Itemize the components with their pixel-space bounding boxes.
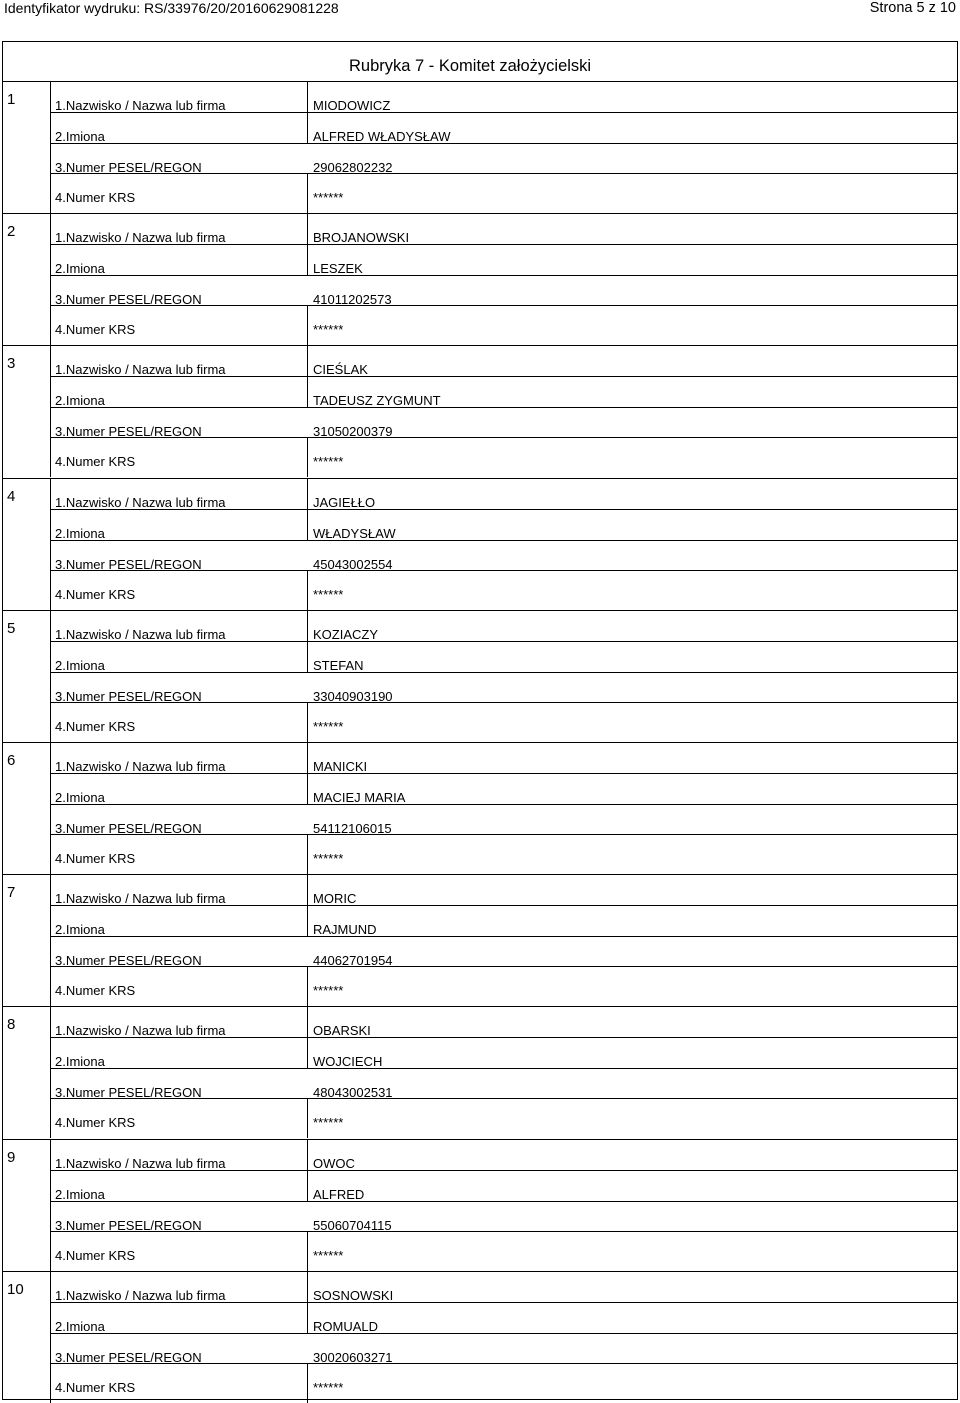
field-label-krs: 4.Numer KRS xyxy=(55,1115,136,1130)
row-separator xyxy=(50,936,958,937)
label-value-divider xyxy=(307,611,308,672)
section-title: Rubryka 7 - Komitet założycielski xyxy=(349,57,592,75)
row-separator xyxy=(50,804,958,805)
field-value-krs: ****** xyxy=(313,1380,344,1395)
field-label-surname: 1.Nazwisko / Nazwa lub firma xyxy=(55,1023,226,1038)
field-label-pesel: 3.Numer PESEL/REGON xyxy=(55,1350,202,1365)
field-label-names: 2.Imiona xyxy=(55,129,105,144)
founder-number: 1 xyxy=(7,91,16,108)
label-value-divider xyxy=(307,1098,308,1138)
field-value-names: MACIEJ MARIA xyxy=(313,790,406,805)
label-value-divider xyxy=(307,966,308,1006)
label-value-divider xyxy=(307,479,308,540)
column-divider xyxy=(50,479,51,610)
field-value-names: TADEUSZ ZYGMUNT xyxy=(313,393,441,408)
field-label-names: 2.Imiona xyxy=(55,790,105,805)
field-label-names: 2.Imiona xyxy=(55,526,105,541)
field-value-surname: CIEŚLAK xyxy=(313,362,368,377)
field-value-pesel: 29062802232 xyxy=(313,160,393,175)
field-value-names: WŁADYSŁAW xyxy=(313,526,396,541)
column-divider xyxy=(50,875,51,1006)
field-value-pesel: 45043002554 xyxy=(313,557,393,572)
label-value-divider xyxy=(307,834,308,874)
column-divider xyxy=(50,214,51,345)
field-label-names: 2.Imiona xyxy=(55,393,105,408)
column-divider xyxy=(50,82,51,213)
row-separator xyxy=(50,1068,958,1069)
field-value-pesel: 44062701954 xyxy=(313,953,393,968)
label-value-divider xyxy=(307,702,308,742)
field-value-krs: ****** xyxy=(313,851,344,866)
row-separator xyxy=(50,540,958,541)
row-separator xyxy=(50,143,958,144)
field-value-surname: BROJANOWSKI xyxy=(313,230,410,245)
field-label-krs: 4.Numer KRS xyxy=(55,719,136,734)
field-label-surname: 1.Nazwisko / Nazwa lub firma xyxy=(55,1156,226,1171)
field-label-surname: 1.Nazwisko / Nazwa lub firma xyxy=(55,759,226,774)
row-separator xyxy=(50,1333,958,1334)
founder-entry xyxy=(2,1139,958,1271)
row-separator xyxy=(50,672,958,673)
label-value-divider xyxy=(307,875,308,936)
field-label-surname: 1.Nazwisko / Nazwa lub firma xyxy=(55,362,226,377)
founder-entry xyxy=(2,742,958,874)
label-value-divider xyxy=(307,743,308,804)
field-value-surname: OBARSKI xyxy=(313,1023,371,1038)
field-value-surname: OWOC xyxy=(313,1156,355,1171)
founder-number: 10 xyxy=(7,1281,24,1298)
field-label-krs: 4.Numer KRS xyxy=(55,983,136,998)
field-value-krs: ****** xyxy=(313,322,344,337)
field-value-surname: MIODOWICZ xyxy=(313,98,391,113)
founder-number: 9 xyxy=(7,1149,16,1166)
row-separator xyxy=(50,275,958,276)
field-label-names: 2.Imiona xyxy=(55,1319,105,1334)
label-value-divider xyxy=(307,214,308,275)
field-label-surname: 1.Nazwisko / Nazwa lub firma xyxy=(55,1288,226,1303)
label-value-divider xyxy=(307,346,308,407)
founder-entry xyxy=(2,213,958,345)
field-label-krs: 4.Numer KRS xyxy=(55,190,136,205)
founder-entry xyxy=(2,478,958,610)
field-label-pesel: 3.Numer PESEL/REGON xyxy=(55,689,202,704)
founder-number: 5 xyxy=(7,620,16,637)
field-value-pesel: 54112106015 xyxy=(313,821,392,836)
field-value-pesel: 30020603271 xyxy=(313,1350,393,1365)
field-label-names: 2.Imiona xyxy=(55,658,105,673)
field-value-krs: ****** xyxy=(313,983,344,998)
field-label-pesel: 3.Numer PESEL/REGON xyxy=(55,953,202,968)
field-label-krs: 4.Numer KRS xyxy=(55,587,136,602)
field-value-pesel: 33040903190 xyxy=(313,689,393,704)
column-divider xyxy=(50,611,51,742)
field-label-pesel: 3.Numer PESEL/REGON xyxy=(55,292,202,307)
field-label-pesel: 3.Numer PESEL/REGON xyxy=(55,160,202,175)
field-value-surname: SOSNOWSKI xyxy=(313,1288,394,1303)
column-divider xyxy=(50,1140,51,1271)
field-label-surname: 1.Nazwisko / Nazwa lub firma xyxy=(55,495,226,510)
label-value-divider xyxy=(307,1231,308,1271)
founder-number: 6 xyxy=(7,752,16,769)
label-value-divider xyxy=(307,173,308,213)
print-identifier: Identyfikator wydruku: RS/33976/20/20160629081228 xyxy=(4,0,339,16)
field-value-krs: ****** xyxy=(313,719,344,734)
label-value-divider xyxy=(307,1007,308,1068)
field-label-names: 2.Imiona xyxy=(55,1187,105,1202)
field-label-krs: 4.Numer KRS xyxy=(55,1248,136,1263)
field-value-names: LESZEK xyxy=(313,261,363,276)
field-label-names: 2.Imiona xyxy=(55,1054,105,1069)
field-label-krs: 4.Numer KRS xyxy=(55,851,136,866)
field-label-krs: 4.Numer KRS xyxy=(55,454,136,469)
field-label-surname: 1.Nazwisko / Nazwa lub firma xyxy=(55,230,226,245)
field-label-pesel: 3.Numer PESEL/REGON xyxy=(55,557,202,572)
founder-entry xyxy=(2,874,958,1006)
field-value-names: WOJCIECH xyxy=(313,1054,383,1069)
label-value-divider xyxy=(307,1272,308,1333)
field-value-surname: MORIC xyxy=(313,891,357,906)
field-value-surname: MANICKI xyxy=(313,759,368,774)
field-label-pesel: 3.Numer PESEL/REGON xyxy=(55,1085,202,1100)
field-label-pesel: 3.Numer PESEL/REGON xyxy=(55,1218,202,1233)
row-separator xyxy=(50,407,958,408)
field-value-names: RAJMUND xyxy=(313,922,377,937)
field-label-pesel: 3.Numer PESEL/REGON xyxy=(55,424,202,439)
field-value-krs: ****** xyxy=(313,1115,344,1130)
label-value-divider xyxy=(307,82,308,143)
field-value-pesel: 48043002531 xyxy=(313,1085,393,1100)
field-label-names: 2.Imiona xyxy=(55,261,105,276)
field-value-names: STEFAN xyxy=(313,658,364,673)
label-value-divider xyxy=(307,1363,308,1403)
founder-entry xyxy=(2,1271,958,1403)
field-label-krs: 4.Numer KRS xyxy=(55,1380,136,1395)
field-label-surname: 1.Nazwisko / Nazwa lub firma xyxy=(55,98,226,113)
field-value-krs: ****** xyxy=(313,587,344,602)
field-label-names: 2.Imiona xyxy=(55,922,105,937)
founder-entry xyxy=(2,1006,958,1138)
founder-entry xyxy=(2,81,958,213)
label-value-divider xyxy=(307,570,308,610)
field-value-pesel: 31050200379 xyxy=(313,424,393,439)
field-value-names: ALFRED WŁADYSŁAW xyxy=(313,129,451,144)
print-header xyxy=(0,0,960,20)
page-number: Strona 5 z 10 xyxy=(869,0,956,16)
founder-number: 8 xyxy=(7,1016,16,1033)
field-value-krs: ****** xyxy=(313,190,344,205)
field-value-surname: JAGIEŁŁO xyxy=(313,495,376,510)
field-label-surname: 1.Nazwisko / Nazwa lub firma xyxy=(55,891,226,906)
founder-number: 3 xyxy=(7,355,16,372)
founder-number: 7 xyxy=(7,884,16,901)
field-value-krs: ****** xyxy=(313,454,344,469)
field-value-pesel: 41011202573 xyxy=(313,292,392,307)
label-value-divider xyxy=(307,437,308,477)
label-value-divider xyxy=(307,305,308,345)
field-value-surname: KOZIACZY xyxy=(313,627,379,642)
column-divider xyxy=(50,346,51,477)
founder-entry xyxy=(2,610,958,742)
founder-entry xyxy=(2,345,958,477)
label-value-divider xyxy=(307,1140,308,1201)
column-divider xyxy=(50,1007,51,1138)
field-value-names: ROMUALD xyxy=(313,1319,379,1334)
field-label-pesel: 3.Numer PESEL/REGON xyxy=(55,821,202,836)
field-value-pesel: 55060704115 xyxy=(313,1218,392,1233)
field-label-surname: 1.Nazwisko / Nazwa lub firma xyxy=(55,627,226,642)
field-label-krs: 4.Numer KRS xyxy=(55,322,136,337)
column-divider xyxy=(50,1272,51,1403)
founder-number: 4 xyxy=(7,488,16,505)
field-value-krs: ****** xyxy=(313,1248,344,1263)
row-separator xyxy=(50,1201,958,1202)
column-divider xyxy=(50,743,51,874)
field-value-names: ALFRED xyxy=(313,1187,365,1202)
founder-number: 2 xyxy=(7,223,16,240)
